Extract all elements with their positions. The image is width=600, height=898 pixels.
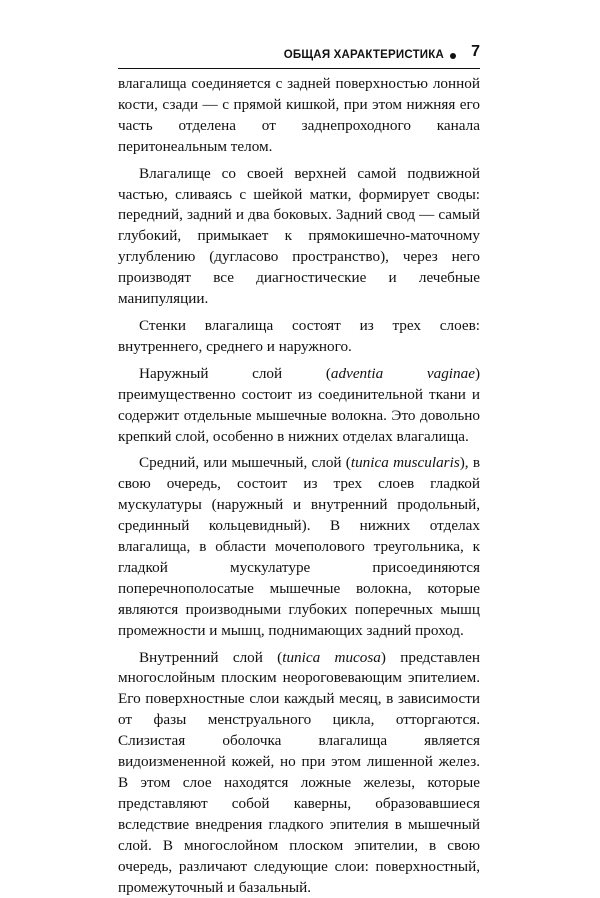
paragraph-text: Стенки влагалища состоят из трех слоев: внутреннего, среднего и наружного. bbox=[118, 316, 480, 355]
body-text bbox=[118, 74, 480, 898]
page-number: 7 bbox=[471, 43, 480, 60]
chapter-title: ОБЩАЯ ХАРАКТЕРИСТИКА bbox=[283, 49, 444, 61]
paragraph bbox=[118, 453, 480, 641]
paragraph bbox=[118, 316, 480, 358]
paragraph bbox=[118, 164, 480, 310]
paragraph-text: Наружный слой ( bbox=[139, 364, 331, 382]
latin-term: adventia vaginae bbox=[330, 364, 475, 382]
paragraph-text: Средний, или мышечный, слой ( bbox=[139, 454, 351, 472]
paragraph-text: влагалища соединяется с задней поверхностью лонной кости, сзади — с прямой кишкой, при этом нижняя его часть отделена от заднепроходного канала перитонеальным телом. bbox=[118, 75, 480, 155]
latin-term: tunica muscularis bbox=[350, 454, 460, 472]
paragraph-text: Внутренний слой ( bbox=[139, 648, 283, 666]
paragraph bbox=[118, 364, 480, 448]
bullet-icon bbox=[450, 53, 456, 59]
paragraph bbox=[118, 648, 480, 898]
paragraph-text: ), в свою очередь, состоит из трех слоев гладкой мускулатуры (наружный и внутренний продольный, срединный кольцевидный). В нижних отделах влагалища, в области мочеполового треугольника, к гладкой мускулатуре присоединяются поперечнополосатые мышечные волокна, которые являются производными глубоких поперечных мышц промежности и мышц, поднимающих задний проход. bbox=[118, 454, 481, 639]
paragraph-text: ) представлен многослойным плоским неороговевающим эпителием. Его поверхностные слои каждый месяц, в зависимости от фазы менструального цикла, отторгаются. Слизистая оболочка влагалища является видоизмененной кожей, но при этом лишенной желез. В этом слое находятся ложные железы, которые представляют собой каверны, образовавшиеся вследствие внедрения гладкого эпителия в мышечный слой. В многослойном плоском эпителии, в свою очередь, различают следующие слои: поверхностный, промежуточный и базальный. bbox=[118, 648, 480, 896]
running-header bbox=[118, 42, 480, 69]
paragraph bbox=[118, 74, 480, 158]
paragraph-text: Влагалище со своей верхней самой подвижной частью, сливаясь с шейкой матки, формирует своды: передний, задний и два боковых. Задний свод — самый глубокий, примыкает к прямокишечно-маточному углублению (дугласово пространство), через него производят все диагностические и лечебные манипуляции. bbox=[118, 164, 480, 308]
latin-term: tunica mucosa bbox=[282, 648, 381, 666]
paragraph-text: ) преимущественно состоит из соединительной ткани и содержит отдельные мышечные волокна. Это довольно крепкий слой, особенно в нижних отделах влагалища. bbox=[118, 364, 480, 445]
